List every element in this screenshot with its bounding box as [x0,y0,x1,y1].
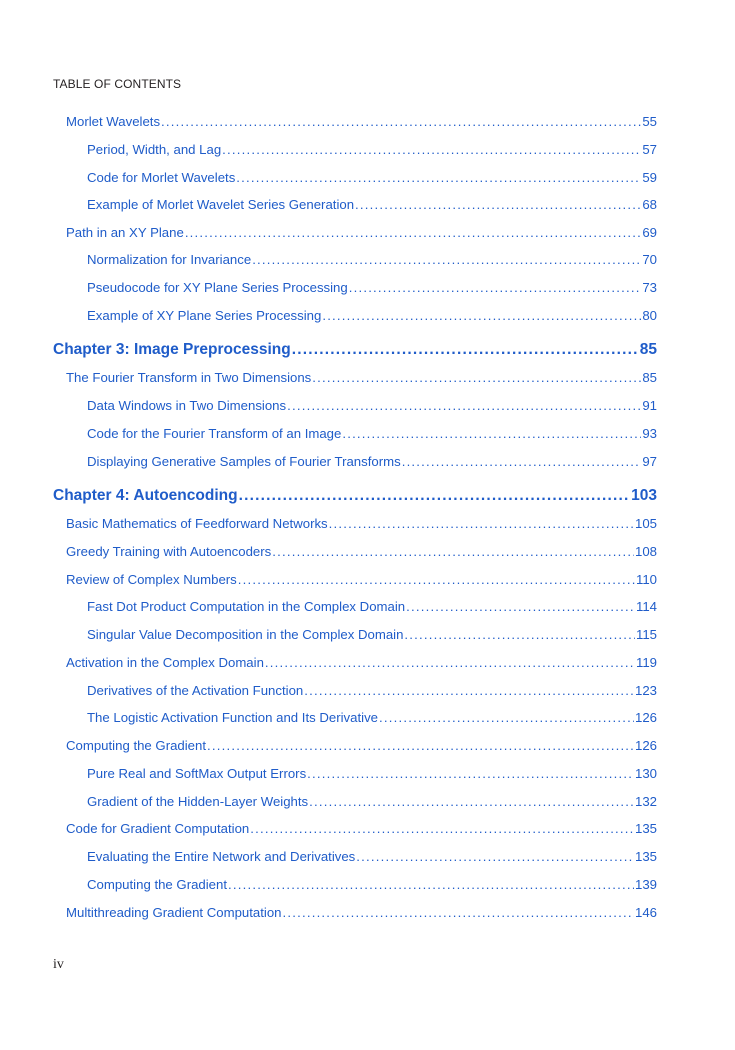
toc-entry-title: Code for Gradient Computation [66,821,250,836]
toc-dot-leader [309,794,634,809]
toc-page-number: 80 [642,308,657,323]
toc-dot-leader [238,572,635,587]
toc-dot-leader [161,114,641,129]
toc-entry-title: Data Windows in Two Dimensions [87,398,287,413]
toc-dot-leader [283,905,634,920]
toc-dot-leader [379,710,634,725]
toc-entry-title: Multithreading Gradient Computation [66,905,282,920]
toc-entry-title: Computing the Gradient [87,877,228,892]
toc-page-number: 68 [642,197,657,212]
toc-entry-link[interactable] [87,426,657,441]
toc-entry-title: Pseudocode for XY Plane Series Processing [87,280,348,295]
toc-entry-link[interactable] [87,454,657,469]
toc-page-number: 93 [642,426,657,441]
toc-page-number: 55 [642,114,657,129]
toc-page-number: 110 [635,572,657,587]
toc-dot-leader [355,197,641,212]
toc-dot-leader [228,877,634,892]
toc-page-number: 114 [635,599,657,614]
toc-dot-leader [342,426,641,441]
toc-entry-link[interactable] [66,516,657,531]
toc-dot-leader [404,627,635,642]
toc-entry-link[interactable] [87,627,657,642]
toc-entry-title: Fast Dot Product Computation in the Complex Domain [87,599,406,614]
toc-page-number: 115 [635,627,657,642]
toc-entry-title: Chapter 3: Image Preprocessing [53,341,291,358]
toc-entry-link[interactable] [87,170,657,185]
toc-dot-leader [252,252,641,267]
toc-page-number: 85 [642,370,657,385]
toc-page-number: 130 [634,766,657,781]
toc-page-number: 97 [642,454,657,469]
toc-entry-title: Greedy Training with Autoencoders [66,544,272,559]
running-head: TABLE OF CONTENTS [53,77,182,91]
toc-entry-link[interactable] [87,142,657,157]
toc-entry-title: Review of Complex Numbers [66,572,237,587]
toc-entry-link[interactable] [66,821,657,836]
toc-entry-link[interactable] [87,849,657,864]
toc-page-number: 119 [635,655,657,670]
toc-entry-title: Gradient of the Hidden-Layer Weights [87,794,309,809]
toc-entry-link[interactable] [66,370,657,385]
toc-entry-title: The Logistic Activation Function and Its Derivative [87,710,379,725]
toc-dot-leader [222,142,641,157]
toc-page-number: 126 [634,710,657,725]
toc-entry-link[interactable] [66,572,657,587]
toc-chapter-link[interactable] [53,341,657,359]
toc-page-number: 139 [634,877,657,892]
toc-page-number: 135 [634,849,657,864]
toc-entry-link[interactable] [87,308,657,323]
toc-dot-leader [272,544,634,559]
toc-page-number: 73 [642,280,657,295]
toc-entry-title: Chapter 4: Autoencoding [53,487,238,504]
toc-entry-title: The Fourier Transform in Two Dimensions [66,370,312,385]
toc-page-number: 146 [634,905,657,920]
toc-page-number: 91 [642,398,657,413]
toc-dot-leader [207,738,634,753]
toc-dot-leader [356,849,634,864]
toc-entry-link[interactable] [87,197,657,212]
toc-entry-link[interactable] [66,738,657,753]
toc-entry-title: Derivatives of the Activation Function [87,683,304,698]
toc-dot-leader [239,487,631,505]
toc-page-number: 103 [631,487,657,504]
toc-entry-link[interactable] [66,225,657,240]
toc-entry-link[interactable] [87,280,657,295]
page-number: iv [53,957,64,972]
toc-entry-link[interactable] [66,905,657,920]
toc-entry-title: Normalization for Invariance [87,252,252,267]
toc-dot-leader [185,225,642,240]
toc-entry-link[interactable] [66,544,657,559]
toc-page-number: 123 [634,683,657,698]
toc-entry-link[interactable] [66,655,657,670]
toc-entry-link[interactable] [87,683,657,698]
toc-entry-link[interactable] [87,599,657,614]
toc-entry-link[interactable] [87,252,657,267]
toc-entry-link[interactable] [87,877,657,892]
toc-entry-link[interactable] [66,114,657,129]
toc-entry-link[interactable] [87,766,657,781]
toc-page-number: 135 [634,821,657,836]
toc-dot-leader [265,655,635,670]
toc-dot-leader [236,170,641,185]
toc-entry-title: Morlet Wavelets [66,114,161,129]
toc-entry-title: Computing the Gradient [66,738,207,753]
toc-dot-leader [349,280,642,295]
toc-page-number: 57 [642,142,657,157]
toc-page-number: 126 [634,738,657,753]
toc-entry-title: Period, Width, and Lag [87,142,222,157]
toc-page-number: 69 [642,225,657,240]
toc-entry-title: Example of Morlet Wavelet Series Generation [87,197,355,212]
toc-entry-title: Displaying Generative Samples of Fourier Transforms [87,454,401,469]
toc-dot-leader [322,308,641,323]
toc-entry-title: Activation in the Complex Domain [66,655,264,670]
toc-dot-leader [312,370,641,385]
toc-dot-leader [287,398,641,413]
toc-dot-leader [250,821,634,836]
toc-dot-leader [406,599,635,614]
toc-page-number: 70 [642,252,657,267]
toc-entry-title: Singular Value Decomposition in the Complex Domain [87,627,404,642]
toc-dot-leader [402,454,642,469]
toc-dot-leader [329,516,634,531]
toc-page-number: 105 [634,516,657,531]
toc-entry-title: Path in an XY Plane [66,225,184,240]
toc-entry-title: Pure Real and SoftMax Output Errors [87,766,307,781]
toc-dot-leader [304,683,634,698]
toc-dot-leader [307,766,634,781]
toc-entry-title: Code for the Fourier Transform of an Image [87,426,342,441]
toc-page-number: 108 [634,544,657,559]
toc-entry-title: Evaluating the Entire Network and Derivatives [87,849,356,864]
toc-entry-link[interactable] [87,398,657,413]
toc-page-number: 132 [634,794,657,809]
toc-page-number: 59 [642,170,657,185]
toc-entry-title: Example of XY Plane Series Processing [87,308,322,323]
toc-entry-link[interactable] [87,794,657,809]
toc-chapter-link[interactable] [53,487,657,505]
toc-page-number: 85 [639,341,657,358]
toc-entry-title: Code for Morlet Wavelets [87,170,236,185]
toc-entry-link[interactable] [87,710,657,725]
toc-entry-title: Basic Mathematics of Feedforward Networks [66,516,328,531]
toc-dot-leader [292,341,639,359]
